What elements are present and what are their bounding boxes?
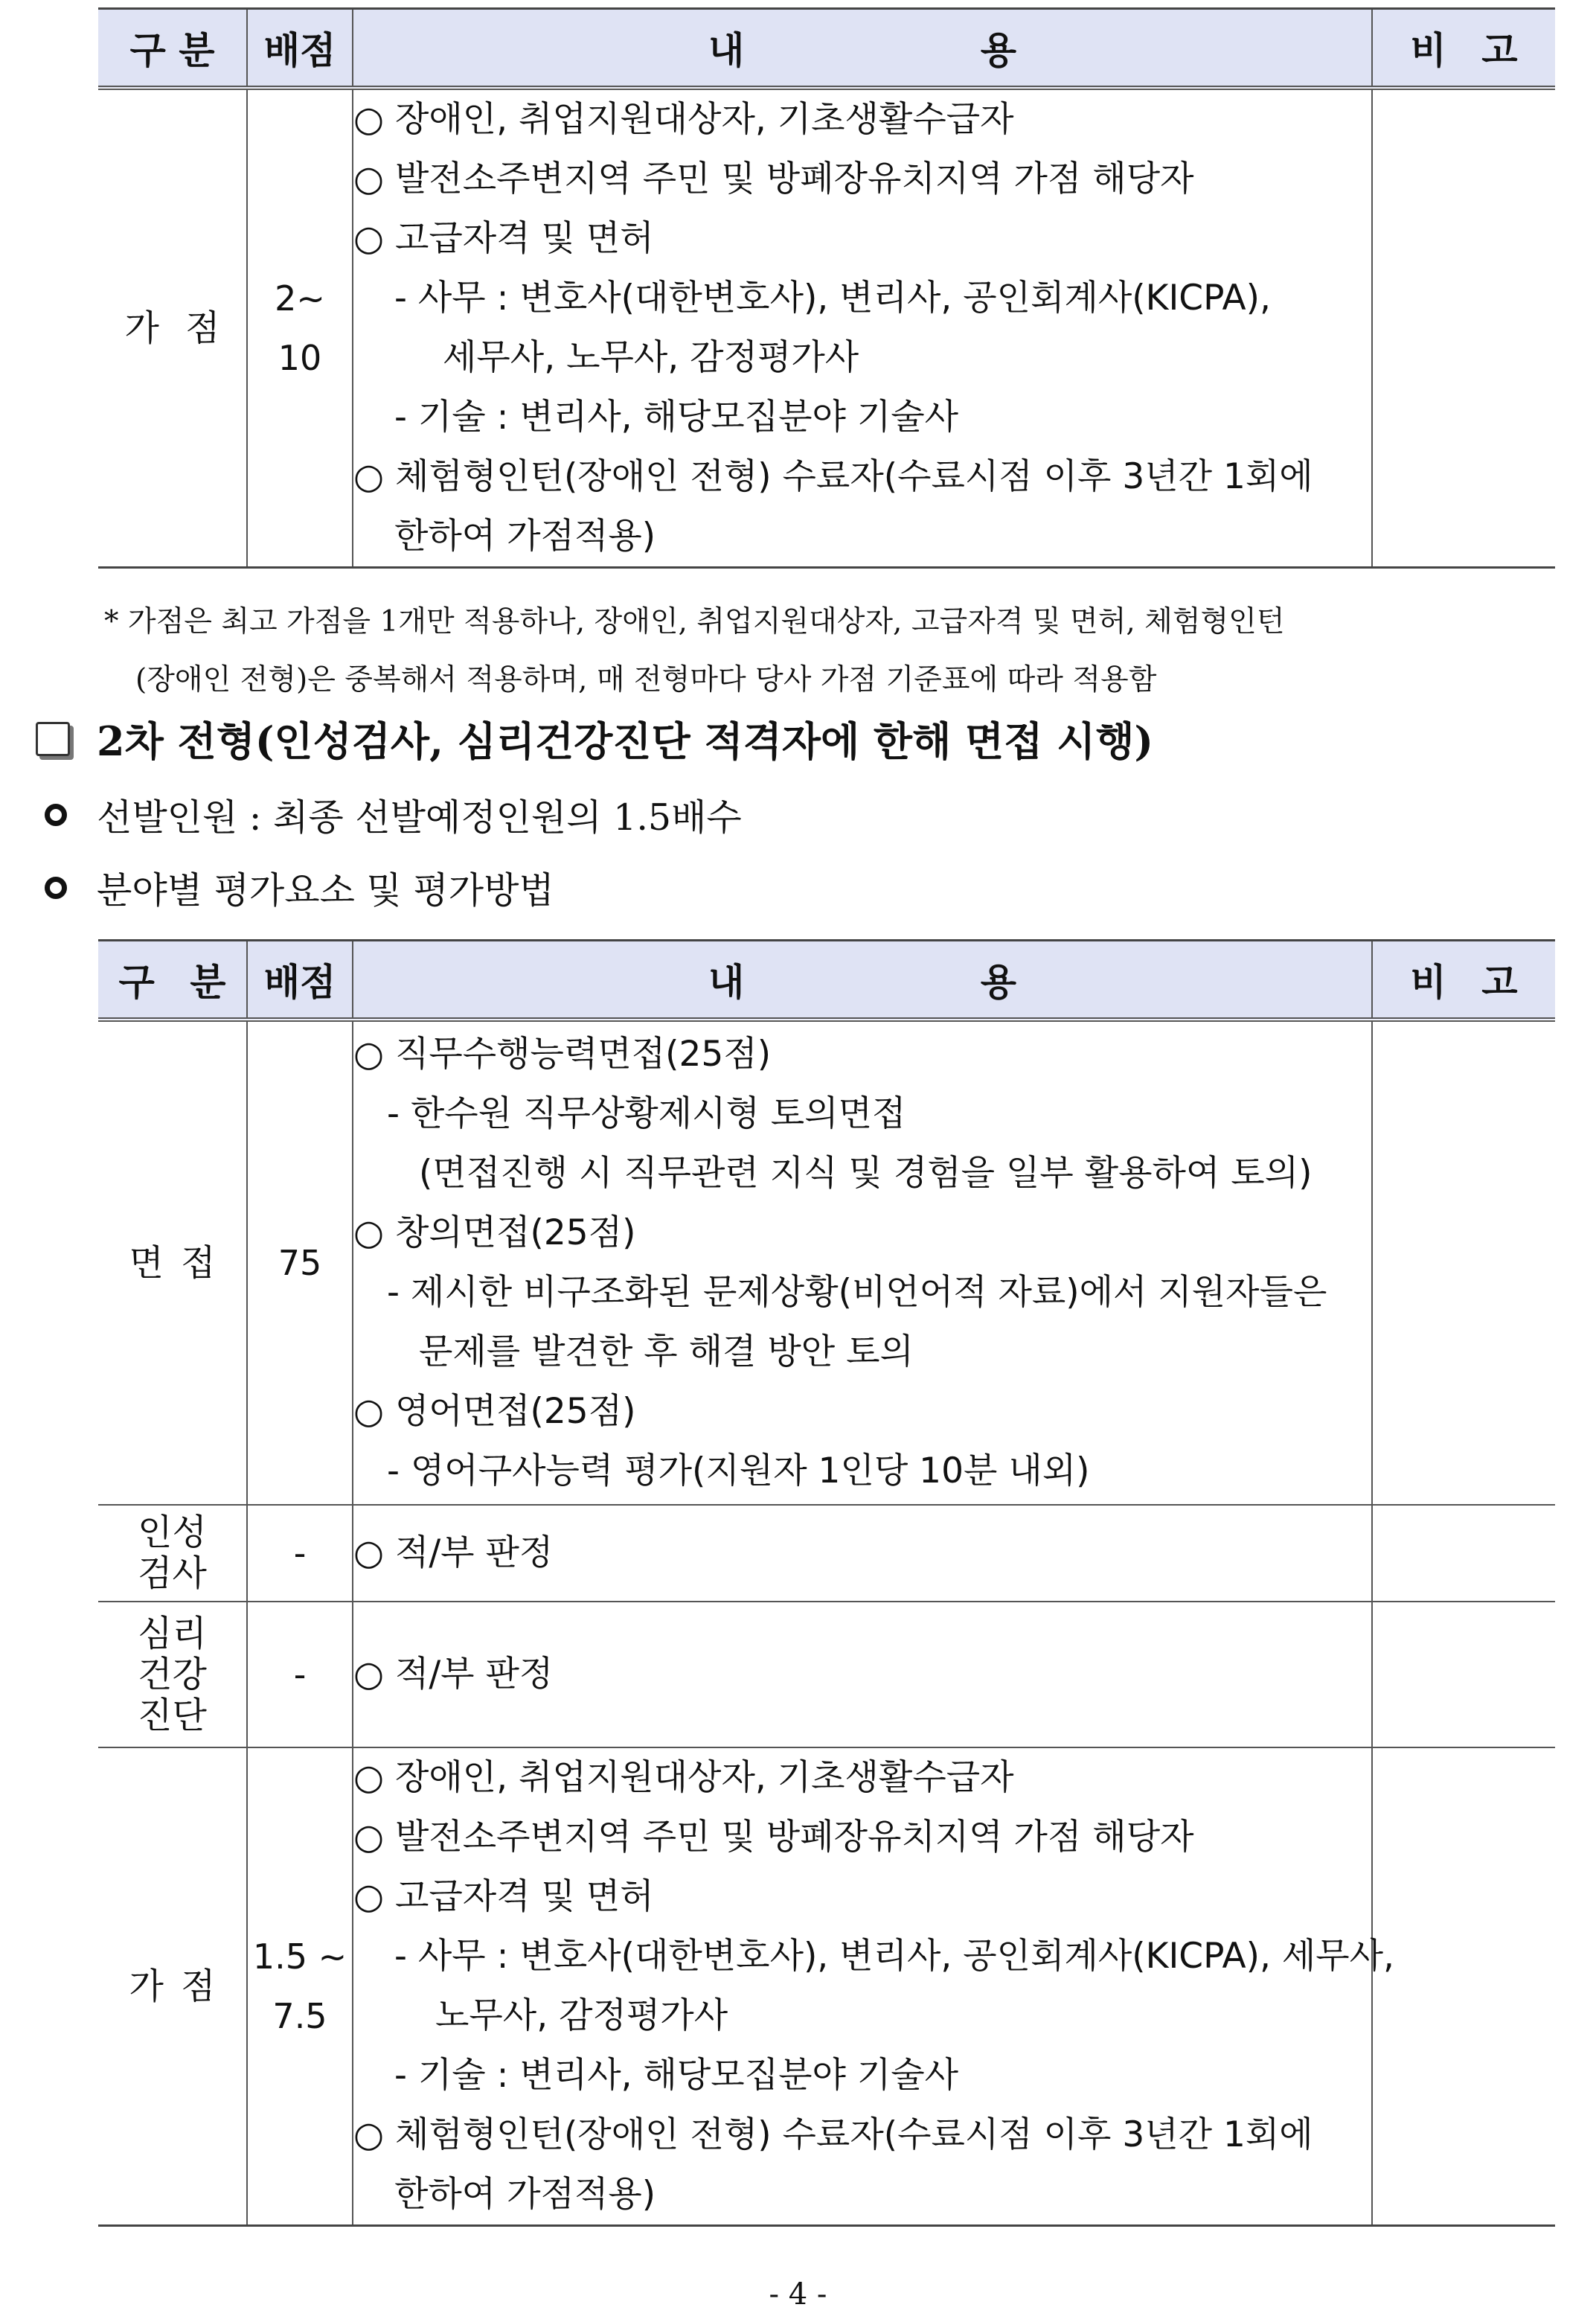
row-remarks	[1372, 1602, 1555, 1747]
category-line: 심리	[138, 1612, 207, 1654]
content-line: - 사무 : 변호사(대한변호사), 변리사, 공인회계사(KICPA), 세무사,	[394, 1936, 1394, 1977]
evaluation-table-2	[98, 939, 1555, 2227]
category-line: 검사	[138, 1552, 207, 1594]
content-line: ○ 체험형인턴(장애인 전형) 수료자(수료시점 이후 3년간 1회에	[353, 2114, 1313, 2155]
content-line: ○ 체험형인턴(장애인 전형) 수료자(수료시점 이후 3년간 1회에	[353, 456, 1313, 497]
content-line: ○ 적/부 판정	[353, 1654, 554, 1695]
content-line: - 기술 : 변리사, 해당모집분야 기술사	[394, 397, 959, 438]
bullet-circle-icon	[45, 877, 67, 899]
row-content	[353, 1747, 1394, 2226]
row-points: 75	[247, 1020, 353, 1505]
content-line: 문제를 발견한 후 해결 방안 토의	[419, 1331, 914, 1372]
content-line: ○ 고급자격 및 면허	[353, 1876, 654, 1917]
content-line: ○ 발전소주변지역 주민 및 방폐장유치지역 가점 해당자	[353, 159, 1194, 199]
row-category	[98, 1602, 247, 1747]
category-line: 인성	[138, 1512, 207, 1553]
header-content: 내 용	[353, 9, 1372, 89]
content-line: ○ 장애인, 취업지원대상자, 기초생활수급자	[353, 99, 1014, 140]
row-remarks	[1372, 88, 1555, 568]
row-remarks	[1372, 1505, 1555, 1602]
table-header-row	[98, 9, 1555, 89]
content-line: - 영어구사능력 평가(지원자 1인당 10분 내외)	[387, 1450, 1090, 1491]
points-line: 2~	[275, 278, 325, 319]
bullet-item	[45, 862, 554, 914]
row-category: 가 점	[98, 1747, 247, 2226]
content-line: ○ 영어면접(25점)	[353, 1391, 636, 1432]
content-line: 노무사, 감정평가사	[435, 1995, 728, 2036]
row-remarks	[1372, 1747, 1555, 2226]
table-row-personality	[98, 1505, 1555, 1602]
header-remarks: 비 고	[1372, 941, 1555, 1020]
points-line: 10	[278, 338, 322, 378]
footnote-line-2: (장애인 전형)은 중복해서 적용하며, 매 전형마다 당사 가점 기준표에 따라 적용함	[135, 663, 1157, 697]
content-line: ○ 직무수행능력면접(25점)	[353, 1034, 772, 1075]
content-line: ○ 장애인, 취업지원대상자, 기초생활수급자	[353, 1757, 1014, 1798]
table-header-row	[98, 941, 1555, 1020]
row-category: 면 접	[98, 1020, 247, 1505]
row-category	[98, 1505, 247, 1602]
section-title	[36, 710, 1153, 767]
row-content	[353, 88, 1372, 568]
table-row-bonus	[98, 1747, 1555, 2226]
table-row-interview	[98, 1020, 1555, 1505]
points-line: 7.5	[272, 1996, 327, 2036]
content-line: - 제시한 비구조화된 문제상황(비언어적 자료)에서 지원자들은	[387, 1272, 1327, 1313]
category-line: 건강	[138, 1653, 207, 1695]
content-line: - 한수원 직무상황제시형 토의면접	[387, 1093, 906, 1134]
bullet-circle-icon	[45, 804, 67, 826]
checkbox-square-icon	[36, 722, 70, 756]
content-line: 한하여 가점적용)	[394, 516, 656, 557]
content-line: (면접진행 시 직무관련 지식 및 경험을 일부 활용하여 토의)	[419, 1153, 1313, 1194]
header-points: 배점	[247, 9, 353, 89]
page-number: - 4 -	[769, 2277, 827, 2312]
header-remarks: 비 고	[1372, 9, 1555, 89]
points-line: 1.5 ~	[252, 1936, 347, 1977]
bullet-text: 분야별 평가요소 및 평가방법	[97, 869, 554, 912]
content-line: ○ 창의면접(25점)	[353, 1212, 636, 1253]
row-content	[353, 1602, 1372, 1747]
bullet-text: 선발인원 : 최종 선발예정인원의 1.5배수	[97, 796, 742, 839]
content-line: ○ 고급자격 및 면허	[353, 218, 654, 259]
table-row	[98, 88, 1555, 568]
row-points	[247, 1747, 353, 2226]
content-line: 한하여 가점적용)	[394, 2174, 656, 2215]
header-content: 내 용	[353, 941, 1372, 1020]
row-category: 가 점	[98, 88, 247, 568]
header-points: 배점	[247, 941, 353, 1020]
row-points: -	[247, 1602, 353, 1747]
bullet-item	[45, 789, 742, 841]
category-line: 진단	[138, 1694, 207, 1736]
section-title-text: 2차 전형(인성검사, 심리건강진단 적격자에 한해 면접 시행)	[97, 717, 1154, 765]
content-line: - 기술 : 변리사, 해당모집분야 기술사	[394, 2055, 959, 2096]
row-remarks	[1372, 1020, 1555, 1505]
content-line: - 사무 : 변호사(대한변호사), 변리사, 공인회계사(KICPA),	[394, 278, 1271, 319]
row-content	[353, 1020, 1372, 1505]
row-content	[353, 1505, 1372, 1602]
row-points: -	[247, 1505, 353, 1602]
content-line: ○ 발전소주변지역 주민 및 방폐장유치지역 가점 해당자	[353, 1817, 1194, 1858]
footnote-line-1: * 가점은 최고 가점을 1개만 적용하나, 장애인, 취업지원대상자, 고급자격 및 면허, 체험형인턴	[104, 605, 1285, 639]
header-category: 구 분	[98, 941, 247, 1020]
row-points	[247, 88, 353, 568]
header-category: 구 분	[98, 9, 247, 89]
content-line: ○ 적/부 판정	[353, 1532, 554, 1573]
bonus-points-table-1	[98, 7, 1555, 569]
table-row-psych	[98, 1602, 1555, 1747]
content-line: 세무사, 노무사, 감정평가사	[443, 337, 859, 378]
